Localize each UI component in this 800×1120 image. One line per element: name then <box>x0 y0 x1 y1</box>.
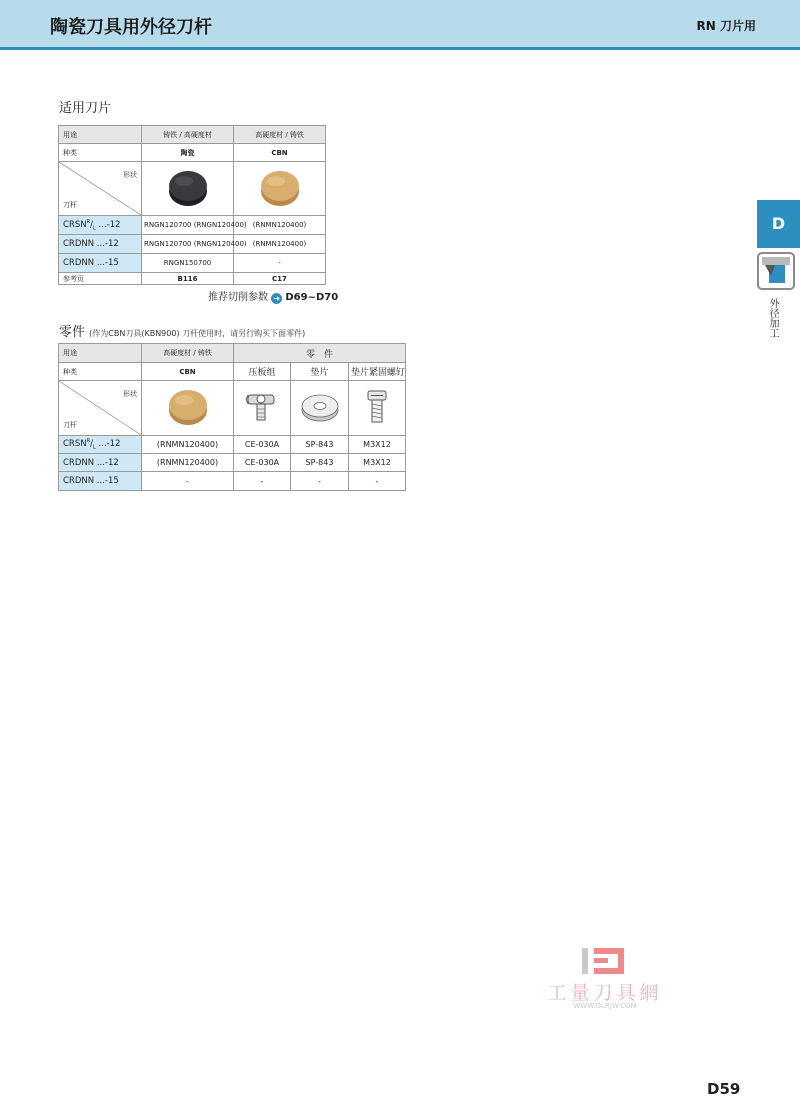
row1-col1: RNGN120700 (RNGN120400) <box>142 216 234 235</box>
col2-use: 高硬度材 / 铸铁 <box>234 126 326 144</box>
cutting-parameters-label: 推荐切削参数 <box>208 292 268 303</box>
cbn-insert-image-2 <box>142 381 234 436</box>
part-clamp-label: 压板组 <box>234 363 291 381</box>
page-header <box>0 0 800 50</box>
cutting-parameters-pages[interactable]: D69~D70 <box>285 292 339 303</box>
row2-col1: RNGN120700 (RNGN120400) <box>142 235 234 254</box>
parts-col1-type: CBN <box>142 363 234 381</box>
diagonal-header-cell <box>59 162 142 216</box>
parts-row3-shim: - <box>291 472 349 491</box>
type-label: 种类 <box>59 144 142 162</box>
part-screw-label: 垫片紧固螺钉 <box>349 363 406 381</box>
parts-row3-clamp: - <box>234 472 291 491</box>
parts-holder-row-3: CRDNN ...-15 <box>59 472 142 491</box>
row1-col2: (RNMN120400) <box>234 216 326 235</box>
ref-page-label: 参考页 <box>59 273 142 285</box>
ceramic-insert-image <box>142 162 234 216</box>
watermark-logo <box>530 944 680 1014</box>
parts-holder-row-2: CRDNN ...-12 <box>59 454 142 472</box>
page-title: 陶瓷刀具用外径刀杆 <box>50 17 212 38</box>
holder-row-1: $CRSN^R/_L$ ...-12 <box>59 216 142 235</box>
clamp-set-icon <box>234 381 291 436</box>
row3-col1: RNGN150700 <box>142 254 234 273</box>
arrow-right-icon: ➜ <box>271 293 282 304</box>
parts-row2-shim: SP-843 <box>291 454 349 472</box>
page-number: D59 <box>707 1080 741 1098</box>
type-label-2: 种类 <box>59 363 142 381</box>
shim-icon <box>291 381 349 436</box>
holder-label: 刀杆 <box>63 201 77 209</box>
col1-type: 陶瓷 <box>142 144 234 162</box>
section-title-parts <box>59 321 305 340</box>
side-section-label: 外径加工 <box>767 298 778 338</box>
holder-row-2: CRDNN ...-12 <box>59 235 142 254</box>
shape-label-2: 形状 <box>123 390 137 398</box>
section-title-inserts: 适用刀片 <box>59 101 112 116</box>
use-label: 用途 <box>59 126 142 144</box>
parts-col1-use: 高硬度材 / 铸铁 <box>142 344 234 363</box>
parts-table <box>58 343 406 491</box>
chapter-tab-d[interactable]: D <box>757 200 800 248</box>
col2-type: CBN <box>234 144 326 162</box>
parts-row1-shim: SP-843 <box>291 436 349 454</box>
external-turning-icon <box>757 252 795 290</box>
row3-col2: - <box>234 254 326 273</box>
part-shim-label: 垫片 <box>291 363 349 381</box>
cbn-insert-image <box>234 162 326 216</box>
cutting-parameters-reference[interactable] <box>208 288 338 304</box>
holder-label-2: 刀杆 <box>63 421 77 429</box>
ref-page-col2: C17 <box>234 273 326 285</box>
logo-url: WWW.GLRJW.COM <box>573 1002 637 1010</box>
diagonal-header-cell-2 <box>59 381 142 436</box>
header-category: RN 刀片用 <box>696 19 756 33</box>
parts-group-header: 零 件 <box>234 344 406 363</box>
logo-text: 工量刀具網 <box>547 982 663 1004</box>
parts-row2-clamp: CE-030A <box>234 454 291 472</box>
parts-holder-row-1: $CRSN^R/_L$ ...-12 <box>59 436 142 454</box>
ref-page-col1: B116 <box>142 273 234 285</box>
shim-screw-icon <box>349 381 406 436</box>
row2-col2: (RNMN120400) <box>234 235 326 254</box>
parts-row3-screw: - <box>349 472 406 491</box>
parts-note: (作为CBN刀具(KBN900) 刀杆使用时，请另行购买下面零件) <box>89 329 306 338</box>
parts-title: 零件 <box>59 325 86 340</box>
logo-mark-icon <box>530 944 680 978</box>
parts-row3-insert: - <box>142 472 234 491</box>
parts-row1-screw: M3X12 <box>349 436 406 454</box>
parts-row1-insert: (RNMN120400) <box>142 436 234 454</box>
inserts-table <box>58 125 326 285</box>
col1-use: 铸铁 / 高硬度材 <box>142 126 234 144</box>
parts-row2-screw: M3X12 <box>349 454 406 472</box>
holder-row-3: CRDNN ...-15 <box>59 254 142 273</box>
use-label-2: 用途 <box>59 344 142 363</box>
parts-row2-insert: (RNMN120400) <box>142 454 234 472</box>
parts-row1-clamp: CE-030A <box>234 436 291 454</box>
shape-label: 形状 <box>123 171 137 179</box>
